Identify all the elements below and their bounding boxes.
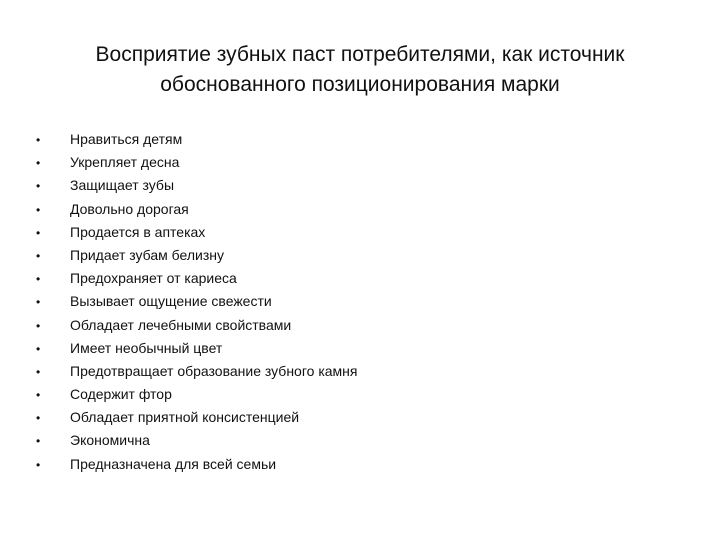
list-item (36, 453, 636, 476)
slide-title (40, 40, 680, 100)
list-item (36, 314, 636, 337)
slide-title-line-1: Восприятие зубных паст потребителями, как источник (95, 43, 625, 66)
bullet-icon: • (36, 388, 41, 403)
list-item (36, 267, 636, 290)
list-item (36, 244, 636, 267)
slide-title-line-2: обоснованного позиционирования марки (160, 73, 560, 96)
list-item-label: Предохраняет от кариеса (70, 270, 237, 287)
bullet-icon: • (36, 434, 41, 449)
list-item-label: Предназначена для всей семьи (70, 455, 277, 472)
list-item (36, 198, 636, 221)
list-item (36, 174, 636, 197)
list-item-label: Продается в аптеках (70, 223, 206, 240)
list-item (36, 337, 636, 360)
list-item (36, 406, 636, 429)
list-item-label: Содержит фтор (70, 386, 172, 403)
list-item-label: Имеет необычный цвет (70, 339, 223, 356)
list-item (36, 383, 636, 406)
bullet-icon: • (36, 202, 41, 217)
list-item-label: Довольно дорогая (70, 200, 189, 217)
list-item (36, 221, 636, 244)
bullet-icon: • (36, 133, 41, 147)
list-item (36, 429, 636, 452)
bullet-icon: • (36, 341, 41, 356)
bullet-icon: • (36, 411, 41, 426)
bullet-icon: • (36, 156, 41, 171)
list-item-label: Обладает лечебными свойствами (70, 316, 292, 333)
bullet-icon: • (36, 248, 41, 263)
bullet-icon: • (36, 225, 41, 240)
list-item-label: Экономична (70, 432, 150, 449)
list-item (36, 128, 636, 151)
list-item-label: Укрепляет десна (70, 154, 180, 171)
bullet-icon: • (36, 457, 41, 472)
list-item-label: Придает зубам белизну (70, 246, 224, 263)
bullet-icon: • (36, 318, 41, 333)
list-item-label: Защищает зубы (70, 177, 175, 194)
bullet-icon: • (36, 295, 41, 310)
list-item-label: Вызывает ощущение свежести (70, 293, 272, 310)
list-item (36, 151, 636, 174)
bullet-icon: • (36, 272, 41, 287)
list-item-label: Нравиться детям (70, 131, 183, 147)
list-item-label: Обладает приятной консистенцией (70, 409, 300, 426)
bullet-icon: • (36, 364, 41, 379)
list-item (36, 290, 636, 313)
bullet-icon: • (36, 179, 41, 194)
bullet-list (36, 128, 636, 476)
list-item (36, 360, 636, 383)
list-item-label: Предотвращает образование зубного камня (70, 362, 358, 379)
